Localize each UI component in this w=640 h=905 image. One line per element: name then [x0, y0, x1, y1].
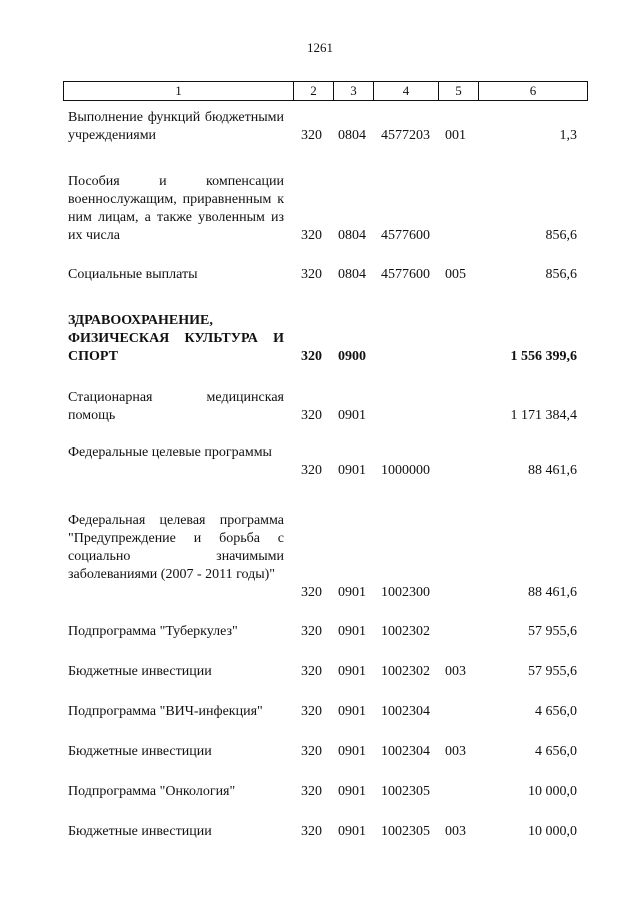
row-col-2: 320 — [301, 624, 322, 639]
row-description: Подпрограмма "ВИЧ-инфекция" — [68, 704, 263, 719]
row-col-2: 320 — [301, 744, 322, 759]
row-description: Бюджетные инвестиции — [68, 744, 212, 759]
row-col-6: 10 000,0 — [528, 784, 577, 799]
row-col-3: 0901 — [338, 463, 366, 478]
row-description: Выполнение функций бюджетными учреждениями — [68, 110, 284, 143]
table-row — [0, 266, 640, 284]
row-col-4: 1002305 — [381, 784, 430, 799]
table-row-section — [0, 312, 640, 366]
table-row — [0, 703, 640, 721]
table-row — [0, 389, 640, 425]
row-col-6: 1,3 — [559, 128, 577, 143]
row-col-5: 001 — [445, 128, 466, 143]
row-col-2: 320 — [301, 704, 322, 719]
row-col-2: 320 — [301, 585, 322, 600]
row-col-3: 0901 — [338, 585, 366, 600]
table-row — [0, 623, 640, 641]
row-description: Социальные выплаты — [68, 267, 198, 282]
row-col-4: 4577203 — [381, 128, 430, 143]
row-col-3: 0901 — [338, 784, 366, 799]
row-col-3: 0901 — [338, 704, 366, 719]
row-col-3: 0901 — [338, 624, 366, 639]
row-col-5: 003 — [445, 744, 466, 759]
column-header-3: 3 — [334, 82, 374, 100]
row-col-3: 0901 — [338, 408, 366, 423]
row-description: Подпрограмма "Туберкулез" — [68, 624, 238, 639]
row-col-2: 320 — [301, 408, 322, 423]
table-row — [0, 743, 640, 761]
table-header — [63, 81, 588, 101]
row-description: Пособия и компенсации военнослужащим, приравненным к ним лицам, а также уволенным из их числа — [68, 174, 284, 243]
column-header-6: 6 — [529, 83, 537, 98]
row-col-6: 57 955,6 — [528, 664, 577, 679]
row-col-6: 88 461,6 — [528, 463, 577, 478]
row-col-2: 320 — [301, 463, 322, 478]
row-col-2: 320 — [301, 784, 322, 799]
table-row — [0, 783, 640, 801]
row-col-6: 4 656,0 — [535, 704, 577, 719]
row-col-6: 1 556 399,6 — [510, 349, 577, 364]
row-col-2: 320 — [301, 128, 322, 143]
row-col-6: 57 955,6 — [528, 624, 577, 639]
row-col-6: 1 171 384,4 — [510, 408, 577, 423]
column-header-4: 4 — [374, 82, 439, 100]
row-col-6: 4 656,0 — [535, 744, 577, 759]
table-row — [0, 173, 640, 245]
row-col-3: 0804 — [338, 228, 366, 243]
row-description: Подпрограмма "Онкология" — [68, 784, 236, 799]
row-col-3: 0901 — [338, 744, 366, 759]
row-col-4: 1002304 — [381, 704, 430, 719]
row-col-2: 320 — [301, 228, 322, 243]
row-col-4: 4577600 — [381, 228, 430, 243]
row-col-3: 0901 — [338, 824, 366, 839]
row-col-3: 0900 — [338, 349, 366, 364]
table-row — [0, 663, 640, 681]
column-header-5: 5 — [439, 82, 479, 100]
row-col-4: 4577600 — [381, 267, 430, 282]
row-col-4: 1002304 — [381, 744, 430, 759]
row-col-2: 320 — [301, 664, 322, 679]
row-col-2: 320 — [301, 267, 322, 282]
row-col-5: 003 — [445, 824, 466, 839]
row-col-4: 1002305 — [381, 824, 430, 839]
row-col-4: 1002300 — [381, 585, 430, 600]
row-description: Федеральные целевые программы — [68, 445, 272, 460]
row-col-4: 1002302 — [381, 624, 430, 639]
row-col-3: 0804 — [338, 267, 366, 282]
row-col-2: 320 — [301, 824, 322, 839]
table-row — [0, 823, 640, 841]
table-row — [0, 109, 640, 145]
row-col-6: 10 000,0 — [528, 824, 577, 839]
table-row — [0, 512, 640, 602]
row-col-6: 856,6 — [545, 228, 577, 243]
row-col-4: 1002302 — [381, 664, 430, 679]
row-col-3: 0901 — [338, 664, 366, 679]
row-col-4: 1000000 — [381, 463, 430, 478]
row-col-6: 88 461,6 — [528, 585, 577, 600]
row-col-5: 003 — [445, 664, 466, 679]
row-description: Бюджетные инвестиции — [68, 664, 212, 679]
row-col-3: 0804 — [338, 128, 366, 143]
table-row — [0, 444, 640, 480]
row-col-5: 005 — [445, 267, 466, 282]
row-description: Стационарная медицинская помощь — [68, 390, 284, 423]
page-number: 1261 — [307, 40, 333, 55]
row-col-2: 320 — [301, 349, 322, 364]
section-title: ЗДРАВООХРАНЕНИЕ, ФИЗИЧЕСКАЯ КУЛЬТУРА И СПОРТ — [68, 313, 284, 364]
row-col-6: 856,6 — [545, 267, 577, 282]
row-description: Бюджетные инвестиции — [68, 824, 212, 839]
column-header-2: 2 — [294, 82, 334, 100]
row-description: Федеральная целевая программа "Предупреждение и борьба с социально значимыми заболеваниями (2007 - 2011 годы)" — [68, 513, 284, 582]
column-header-1: 1 — [64, 82, 294, 100]
